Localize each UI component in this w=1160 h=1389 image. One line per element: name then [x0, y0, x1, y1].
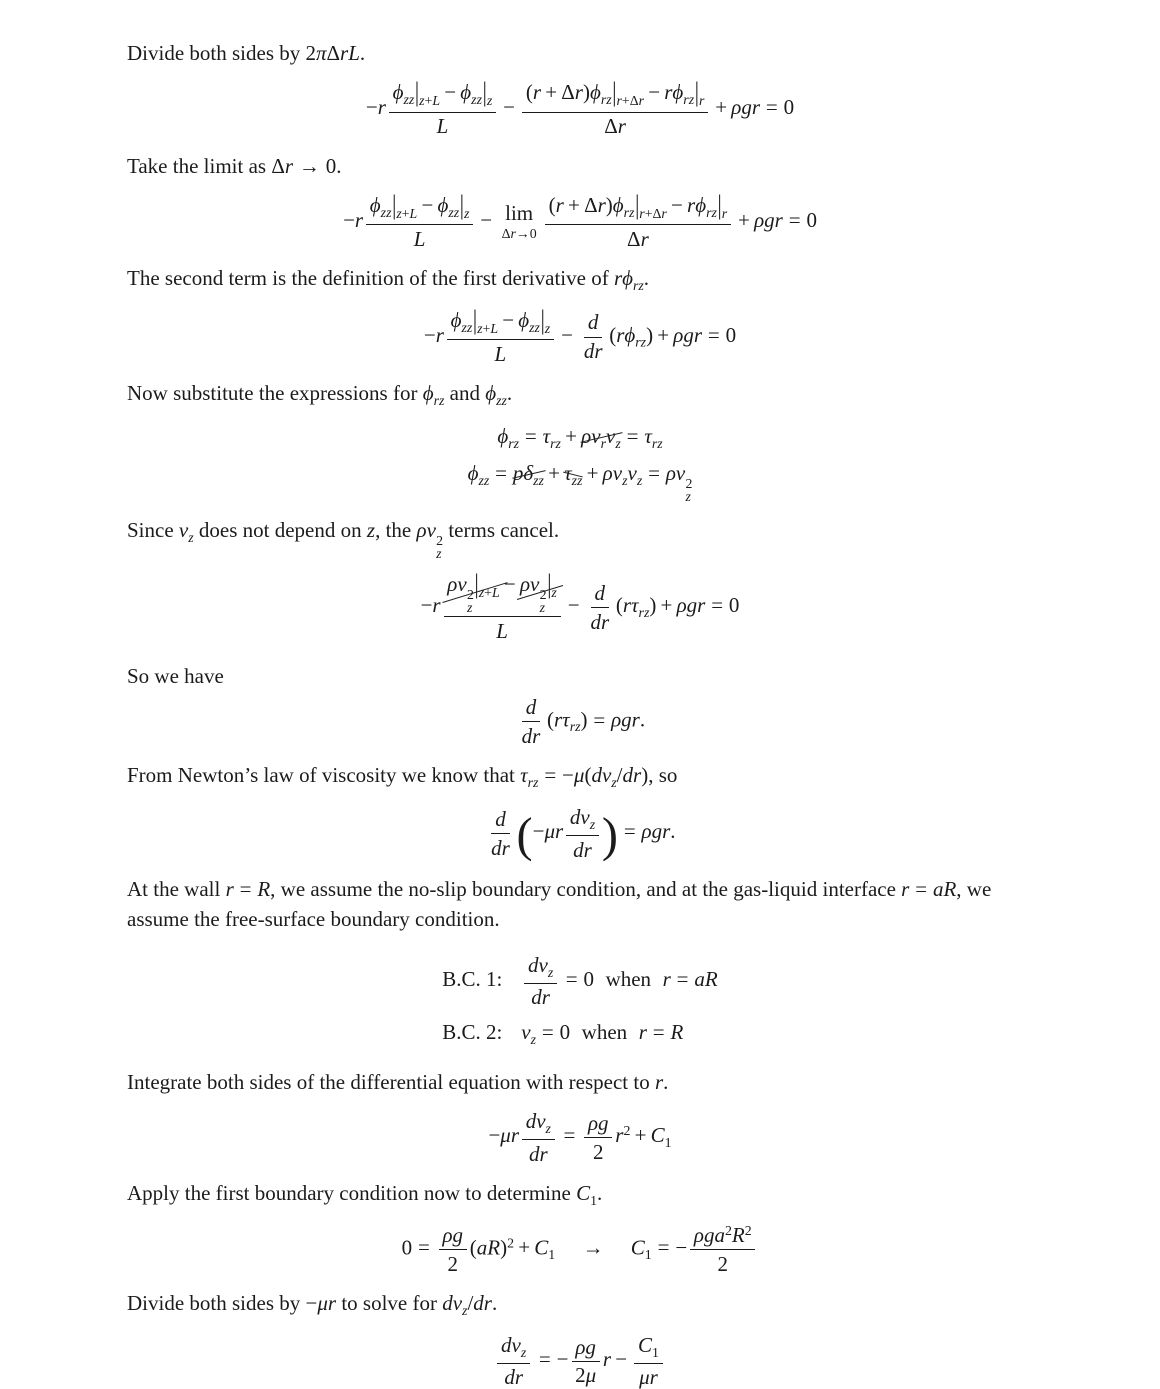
fraction: $\frac{dv_z}{dr}$ [497, 1333, 530, 1389]
equation-flux-substitutions [0, 423, 1160, 503]
equation-velocity-ode: $\frac{d}{dr}$ (−μr $\frac{dv_z}{dr}$ ) = ρgr. [0, 805, 1160, 862]
evaluation-bar: $|_{r+\Delta r}$ [612, 76, 645, 109]
paragraph-newtons-law-viscosity: From Newton’s law of viscosity we know that $\tau_{rz} = -\mu(dv_z/dr)$, so [127, 763, 678, 791]
fraction: $\frac{(r + \Delta r)\phi_{rz}|_{r+\Delta r} - r\phi_{rz}|_r}{\Delta r}$ [522, 80, 708, 138]
paragraph-so-we-have: So we have [127, 663, 224, 688]
cancel-strike: ρv 2 z $|_z$ [519, 568, 557, 615]
equation-solve-c1: 0 = $\frac{\rho g}{2}$ $(aR)^2 + C_1 \to C_1$ = − $\frac{\rho ga^2R^2}{2}$ [0, 1223, 1160, 1276]
fraction: $\frac{\rho ga^2R^2}{2}$ [690, 1223, 755, 1276]
paragraph-substitute-expressions: Now substitute the expressions for $\phi_{rz}$ and $\phi_{zz}$. [127, 381, 513, 408]
equation-boundary-conditions [0, 953, 1160, 1049]
paragraph-take-limit: Take the limit as Δr → 0. [127, 153, 342, 178]
fraction: $\frac{\phi_{zz}|_{z+L} - \phi_{zz}|_z}{L}$ [389, 80, 496, 138]
evaluation-bar: $|_{z+L}$ [392, 188, 418, 222]
fraction: $\frac{d}{dr}$ [491, 807, 510, 860]
equation-phi-rz-substitution: $\phi_{rz} = \tau_{rz} + \rho v_rv_z = \tau_{rz}$ [497, 423, 663, 451]
fraction: $\frac{(r + \Delta r)\phi_{rz}|_{r+\Delta r} - r\phi_{rz}|_r}{\Delta r}$ [545, 193, 731, 251]
cancel-strike: $\tau_{zz}$ [564, 461, 583, 488]
fraction: $\frac{\phi_{zz}|_{z+L} - \phi_{zz}|_z}{L}$ [366, 193, 473, 251]
limit-operator: lim Δr→0 [501, 201, 537, 242]
paragraph-rho-vz2-terms-cancel: Since $v_z$ does not depend on z, the ρv 2 z terms cancel. [127, 518, 560, 561]
equation-first-derivative-form: −r $\frac{\phi_{zz}|_{z+L} - \phi_{zz}|_z}{L}$ − $\frac{d}{dr}$ $(r\phi_{rz}) + \rho gr = 0$ [423, 303, 737, 366]
fraction: $\frac{\rho g}{2}$ [584, 1111, 612, 1164]
cancel-strike: ρv 2 z $|_{z+L}$ [447, 568, 500, 615]
boundary-condition-2: B.C. 2: $v_z = 0$ when r = R [442, 1020, 684, 1048]
boundary-conditions-stack [442, 953, 717, 1049]
evaluation-bar: $|_{z+L}$ [472, 303, 499, 337]
equation-dvz-dr-solution: $\frac{dv_z}{dr}$ = − $\frac{\rho g}{2\mu}$ r − $\frac{C_1}{\mu r}$ [0, 1333, 1160, 1389]
fraction: ρv 2 z $|_{z+L} - \rho v$ 2 z $|_z$ L [444, 572, 561, 643]
fraction: $\frac{C_1}{\mu r}$ [634, 1333, 662, 1389]
fraction: $\frac{dv_z}{dr}$ [524, 953, 557, 1010]
cancel-strike: $p\delta_{zz}$ [512, 461, 544, 488]
cancel-strike: $\rho v_rv_z$ [581, 423, 621, 451]
fraction: $\frac{d}{dr}$ [521, 695, 541, 749]
fraction: $\frac{d}{dr}$ [590, 580, 610, 634]
paragraph-integrate-both-sides: Integrate both sides of the differential equation with respect to r. [127, 1069, 669, 1094]
fraction: $\frac{dv_z}{dr}$ [522, 1109, 555, 1166]
paragraph-second-term-derivative: The second term is the definition of the first derivative of $r\phi_{rz}$. [127, 266, 650, 293]
fraction: $\frac{\rho g}{2\mu}$ [571, 1335, 600, 1388]
fraction: $\frac{dv_z}{dr}$ [566, 805, 599, 862]
evaluation-bar: $|_z$ [547, 568, 557, 601]
evaluation-bar: $|_z$ [482, 76, 493, 109]
fraction: $\frac{\rho g}{2}$ [439, 1223, 467, 1276]
boundary-condition-1: B.C. 1: $\frac{dv_z}{dr}$ = 0 when r = aR [442, 952, 718, 1010]
paragraph-divide-by-2pi-dr-l: Divide both sides by 2πΔrL. [127, 41, 366, 65]
paragraph-apply-first-bc: Apply the first boundary condition now to determine $C_1$. [127, 1180, 603, 1208]
equation-with-limit: −r $\frac{\phi_{zz}|_{z+L} - \phi_{zz}|_z}{L}$ − lim Δr→0 $\frac{(r + \Delta r)\phi_{rz}|_{r+\Delta r} - r\phi_{rz}|_r}{\Delta r}$ + ρgr = 0 [343, 188, 817, 251]
fraction: $\frac{\phi_{zz}|_{z+L} - \phi_{zz}|_z}{L}$ [447, 308, 554, 366]
evaluation-bar: $|_{z+L}$ [474, 568, 500, 601]
evaluation-bar: $|_r$ [694, 76, 705, 109]
evaluation-bar: $|_{r+\Delta r}$ [635, 188, 667, 222]
fraction: $\frac{d}{dr}$ [583, 310, 603, 364]
equation-cancelled-convective-terms: −r ρv 2 z $|_{z+L} - \rho v$ 2 z $|_z$ L − $\frac{d}{dr}$ $(r\tau_{rz}) + \rho gr = 0$ [420, 568, 740, 643]
paragraph-boundary-conditions-intro: At the wall r = R, we assume the no-slip boundary condition, and at the gas-liquid interface r = aR, we assume the free-surface boundary condition. [127, 876, 992, 932]
evaluation-bar: $|_r$ [717, 188, 728, 222]
equation-shear-stress-ode: $\frac{d}{dr}$ $(r\tau_{rz}) = \rho gr$. [0, 695, 1160, 748]
equation-momentum-balance-divided: −r $\frac{\phi_{zz}|_{z+L} - \phi_{zz}|_z}{L}$ − $\frac{(r + \Delta r)\phi_{rz}|_{r+\Delta r} - r\phi_{rz}|_r}{\Delta r}$ + ρgr = 0 [365, 76, 795, 139]
evaluation-bar: $|_z$ [540, 303, 551, 337]
equation-first-integration: −μr $\frac{dv_z}{dr}$ = $\frac{\rho g}{2}$ $r^2 + C_1$ [488, 1109, 672, 1166]
paragraph-divide-by-mu-r: Divide both sides by −μr to solve for $dv_z/dr$. [127, 1290, 498, 1318]
evaluation-bar: $|_z$ [459, 188, 470, 222]
equation-phi-zz-substitution: $\phi_{zz} = p\delta_{zz} + \tau_{zz} + \rho v_zv_z = \rho v$ 2 z [467, 461, 693, 504]
evaluation-bar: $|_{z+L}$ [414, 76, 441, 109]
